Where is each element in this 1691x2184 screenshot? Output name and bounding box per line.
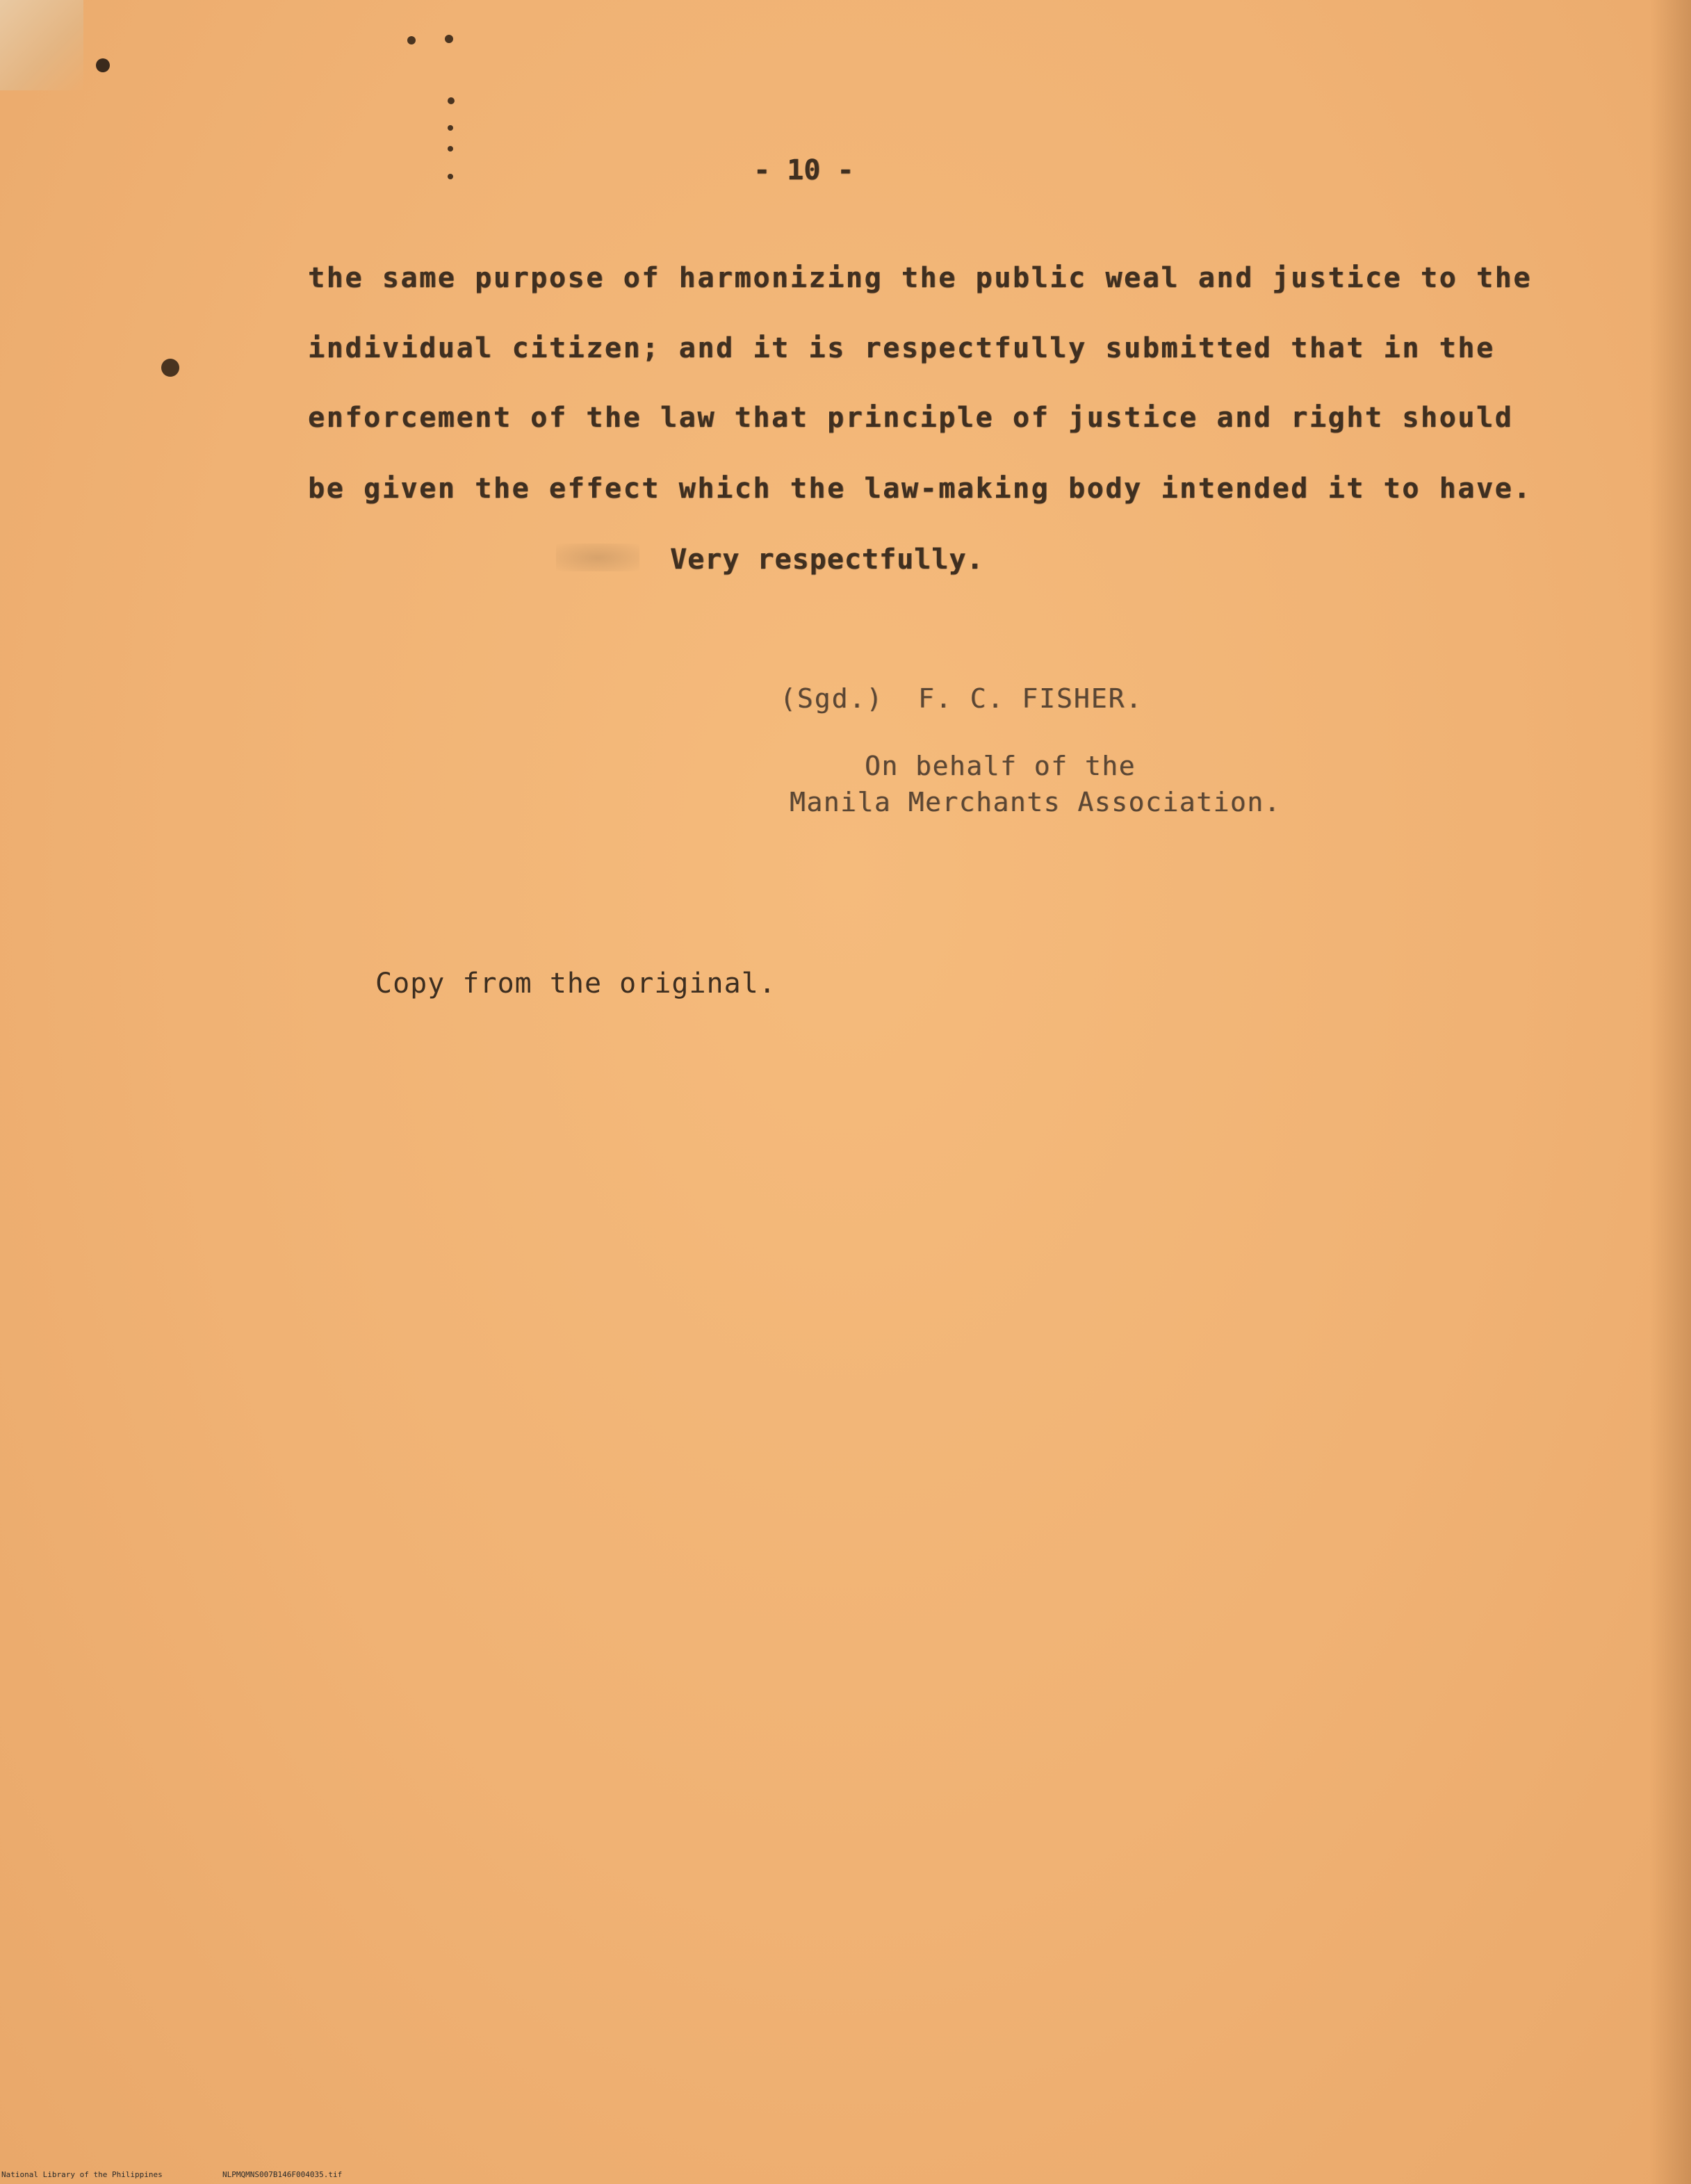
staple-mark [448, 125, 453, 131]
torn-corner [0, 0, 83, 90]
closing-salutation: Very respectfully. [670, 544, 984, 576]
footer-source: National Library of the Philippines [1, 2170, 163, 2179]
signature-line: (Sgd.) F. C. FISHER. [780, 683, 1143, 714]
body-line-2: individual citizen; and it is respectfully submitted that in the [308, 332, 1495, 364]
staple-mark [448, 174, 453, 179]
staple-mark [407, 36, 416, 44]
punch-hole [96, 58, 110, 72]
behalf-line-2: Manila Merchants Association. [790, 787, 1281, 817]
behalf-line-1: On behalf of the [865, 751, 1136, 781]
body-line-1: the same purpose of harmonizing the public weal and justice to the [308, 262, 1533, 294]
staple-mark [448, 97, 455, 104]
page-edge-shadow [1649, 0, 1691, 2184]
smudge [556, 544, 639, 571]
staple-mark [448, 146, 453, 152]
footer-filename: NLPMQMNS007B146F004035.tif [222, 2170, 343, 2179]
page-number: - 10 - [753, 154, 854, 186]
body-line-3: enforcement of the law that principle of justice and right should [308, 402, 1514, 434]
copy-note: Copy from the original. [375, 968, 776, 1000]
body-line-4: be given the effect which the law-making body intended it to have. [308, 473, 1533, 505]
staple-mark [445, 35, 453, 43]
ink-spot [161, 359, 179, 377]
